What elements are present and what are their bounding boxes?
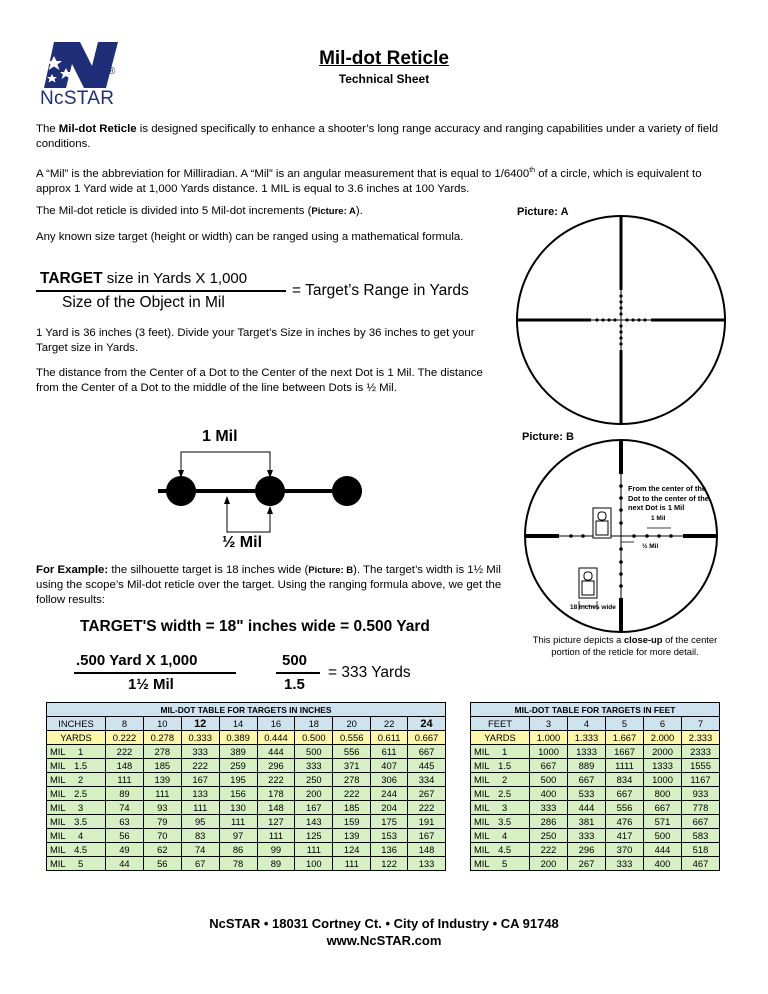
mil-label-cell [47, 801, 106, 815]
mil-value: 4 [78, 830, 84, 841]
value-cell: 667 [408, 745, 446, 759]
value-cell: 407 [371, 759, 408, 773]
calc2-fraction-line [276, 672, 320, 674]
mil-label: MIL [50, 802, 66, 813]
mil-label: MIL [50, 774, 66, 785]
one-mil-label: 1 Mil [202, 428, 238, 445]
mil-label-cell [471, 829, 530, 843]
value-cell: 371 [333, 759, 371, 773]
unit-cell: 6 [644, 717, 682, 731]
mil-label-cell [471, 843, 530, 857]
page-title: Mil-dot Reticle [319, 48, 449, 69]
value-cell: 79 [143, 815, 181, 829]
unit-cell: 12 [181, 717, 219, 731]
mil-value: 4 [502, 830, 508, 841]
value-cell: 1000 [644, 773, 682, 787]
value-cell: 444 [568, 801, 606, 815]
table-feet-yards-row [471, 731, 720, 745]
mil-dot-table-feet [470, 702, 720, 871]
table-row [47, 773, 446, 787]
mil-value: 3.5 [498, 816, 512, 827]
value-cell: 148 [257, 801, 295, 815]
value-cell: 267 [408, 787, 446, 801]
yards-cell: 0.500 [295, 731, 333, 745]
value-cell: 111 [219, 815, 257, 829]
unit-cell: 4 [568, 717, 606, 731]
unit-cell: 5 [606, 717, 644, 731]
mil-label-cell [471, 801, 530, 815]
yards-cell: 2.000 [644, 731, 682, 745]
unit-cell: 7 [682, 717, 720, 731]
table-row [47, 745, 446, 759]
mil-label-cell [47, 787, 106, 801]
value-cell: 200 [295, 787, 333, 801]
yards-cell: 0.333 [181, 731, 219, 745]
value-cell: 143 [295, 815, 333, 829]
value-cell: 133 [181, 787, 219, 801]
table-row [471, 843, 720, 857]
yards-cell: 0.222 [106, 731, 144, 745]
range-formula [36, 270, 516, 316]
value-cell: 83 [181, 829, 219, 843]
value-cell: 153 [371, 829, 408, 843]
mil-label: MIL [474, 746, 490, 757]
value-cell: 125 [295, 829, 333, 843]
table-row [47, 801, 446, 815]
value-cell: 800 [644, 787, 682, 801]
mil-label-cell [471, 759, 530, 773]
table-row [471, 801, 720, 815]
value-cell: 93 [143, 801, 181, 815]
mil-label: MIL [474, 774, 490, 785]
value-cell: 167 [295, 801, 333, 815]
yards-cell: 0.556 [333, 731, 371, 745]
value-cell: 74 [181, 843, 219, 857]
value-cell: 889 [568, 759, 606, 773]
value-cell: 185 [333, 801, 371, 815]
picture-b-label: Picture: B [522, 431, 574, 443]
calc-denominator: 1½ Mil [128, 676, 174, 693]
value-cell: 667 [682, 815, 720, 829]
table-row [47, 829, 446, 843]
value-cell: 1667 [606, 745, 644, 759]
intro-paragraph-4: Any known size target (height or width) can be ranged using a mathematical formula. [36, 231, 464, 243]
value-cell: 2333 [682, 745, 720, 759]
dot-distance-paragraph: The distance from the Center of a Dot to the Center of the next Dot is 1 Mil. The distance from the Center of a Dot to the middle of the line between Dots is ½ Mil. [36, 367, 483, 394]
table-inches-units-row [47, 717, 446, 731]
value-cell: 70 [143, 829, 181, 843]
unit-cell: 22 [371, 717, 408, 731]
value-cell: 111 [295, 843, 333, 857]
value-cell: 333 [181, 745, 219, 759]
mil-label: MIL [474, 858, 490, 869]
value-cell: 195 [219, 773, 257, 787]
value-cell: 556 [606, 801, 644, 815]
value-cell: 222 [408, 801, 446, 815]
value-cell: 444 [257, 745, 295, 759]
mil-dot-diagram [150, 420, 370, 560]
value-cell: 191 [408, 815, 446, 829]
mil-label-cell [47, 773, 106, 787]
calc2-denominator: 1.5 [284, 676, 305, 693]
calc-fraction-2 [276, 652, 446, 696]
value-cell: 1111 [606, 759, 644, 773]
value-cell: 111 [106, 773, 144, 787]
value-cell: 89 [106, 787, 144, 801]
units-label: FEET [471, 717, 530, 731]
mil-value: 1.5 [74, 760, 88, 771]
footer-website: www.NcSTAR.com [326, 933, 442, 948]
value-cell: 1555 [682, 759, 720, 773]
value-cell: 222 [181, 759, 219, 773]
picture-a-label: Picture: A [517, 206, 569, 218]
mil-value: 2.5 [498, 788, 512, 799]
value-cell: 267 [568, 857, 606, 871]
mil-label-cell [471, 745, 530, 759]
half-mil-label: ½ Mil [222, 534, 263, 551]
value-cell: 133 [408, 857, 446, 871]
value-cell: 175 [371, 815, 408, 829]
mil-dot-table-inches [46, 702, 446, 871]
mil-label: MIL [50, 760, 66, 771]
yards-cell: 1.667 [606, 731, 644, 745]
value-cell: 667 [606, 787, 644, 801]
picture-b-half-mil: ½ Mil [642, 543, 659, 550]
value-cell: 611 [371, 745, 408, 759]
mil-label-cell [471, 857, 530, 871]
unit-cell: 8 [106, 717, 144, 731]
picture-b-inches-label: 18 inches wide [570, 604, 616, 611]
value-cell: 67 [181, 857, 219, 871]
mil-label-cell [47, 815, 106, 829]
yards-cell: 0.389 [219, 731, 257, 745]
mil-label: MIL [50, 788, 66, 799]
mil-label: MIL [474, 844, 490, 855]
value-cell: 286 [530, 815, 568, 829]
value-cell: 834 [606, 773, 644, 787]
table-row [47, 787, 446, 801]
table-feet-title: MIL-DOT TABLE FOR TARGETS IN FEET [471, 703, 720, 717]
mil-value: 3.5 [74, 816, 88, 827]
value-cell: 333 [606, 857, 644, 871]
logo-brand-text: NcSTAR [40, 88, 115, 109]
table-inches-title: MIL-DOT TABLE FOR TARGETS IN INCHES [47, 703, 446, 717]
example-paragraph: For Example: the silhouette target is 18 inches wide (Picture: B). The target’s width is 1½ Mil using the scope’s Mil-dot reticle over the target. Using the ranging formula above, we get the follow results: [36, 564, 502, 606]
value-cell: 95 [181, 815, 219, 829]
mil-value: 2.5 [74, 788, 88, 799]
value-cell: 250 [530, 829, 568, 843]
calc-fraction-line [74, 672, 236, 674]
mil-value: 5 [78, 858, 84, 869]
value-cell: 500 [530, 773, 568, 787]
mil-label-cell [47, 759, 106, 773]
value-cell: 56 [106, 829, 144, 843]
table-row [471, 745, 720, 759]
unit-cell: 18 [295, 717, 333, 731]
value-cell: 74 [106, 801, 144, 815]
value-cell: 1000 [530, 745, 568, 759]
value-cell: 222 [257, 773, 295, 787]
yards-cell: 0.278 [143, 731, 181, 745]
yards-cell: 1.000 [530, 731, 568, 745]
intro-paragraph-1: The Mil-dot Reticle is designed specifically to enhance a shooter’s long range accuracy and ranging capabilities under a variety of field conditions. [36, 123, 719, 150]
mil-label: MIL [474, 802, 490, 813]
mil-value: 5 [502, 858, 508, 869]
value-cell: 111 [257, 829, 295, 843]
mil-label-cell [471, 787, 530, 801]
value-cell: 78 [219, 857, 257, 871]
value-cell: 200 [530, 857, 568, 871]
table-row [471, 787, 720, 801]
intro-paragraph-2: A “Mil” is the abbreviation for Milliradian. A “Mil” is an angular measurement that is equal to 1/6400th of a circle, which is equivalent to approx 1 Yard wide at 1,000 Yards distance. 1 MIL is equal to 3.6 inches at 100 Yards. [36, 167, 702, 195]
table-row [471, 815, 720, 829]
value-cell: 333 [530, 801, 568, 815]
value-cell: 296 [568, 843, 606, 857]
mil-label: MIL [50, 746, 66, 757]
value-cell: 476 [606, 815, 644, 829]
table-row [471, 773, 720, 787]
value-cell: 518 [682, 843, 720, 857]
value-cell: 278 [143, 745, 181, 759]
formula-denominator: Size of the Object in Mil [62, 294, 225, 311]
value-cell: 400 [644, 857, 682, 871]
table-row [47, 843, 446, 857]
value-cell: 86 [219, 843, 257, 857]
yards-label: YARDS [471, 731, 530, 745]
value-cell: 333 [295, 759, 333, 773]
mil-label: MIL [50, 830, 66, 841]
value-cell: 381 [568, 815, 606, 829]
formula-result: = Target’s Range in Yards [292, 282, 469, 299]
mil-label-cell [471, 815, 530, 829]
value-cell: 389 [219, 745, 257, 759]
value-cell: 178 [257, 787, 295, 801]
value-cell: 130 [219, 801, 257, 815]
mil-label: MIL [474, 788, 490, 799]
yards-cell: 1.333 [568, 731, 606, 745]
mil-label: MIL [474, 830, 490, 841]
value-cell: 778 [682, 801, 720, 815]
picture-a-reticle [515, 214, 727, 426]
value-cell: 250 [295, 773, 333, 787]
value-cell: 99 [257, 843, 295, 857]
picture-b-note: From the center of the Dot to the center of the next Dot is 1 Mil [628, 484, 709, 512]
value-cell: 136 [371, 843, 408, 857]
table-row [471, 829, 720, 843]
yards-cell: 0.611 [371, 731, 408, 745]
unit-cell: 20 [333, 717, 371, 731]
page-subtitle: Technical Sheet [338, 72, 430, 86]
value-cell: 148 [106, 759, 144, 773]
mil-label-cell [47, 843, 106, 857]
mil-value: 4.5 [74, 844, 88, 855]
value-cell: 467 [682, 857, 720, 871]
value-cell: 556 [333, 745, 371, 759]
calc2-numerator: 500 [282, 652, 308, 669]
yards-cell: 0.667 [408, 731, 446, 745]
calc-fraction-1 [74, 652, 244, 696]
value-cell: 222 [333, 787, 371, 801]
value-cell: 148 [408, 843, 446, 857]
footer-address: NcSTAR • 18031 Cortney Ct. • City of Industry • CA 91748 [209, 916, 559, 931]
value-cell: 56 [143, 857, 181, 871]
value-cell: 127 [257, 815, 295, 829]
mil-label: MIL [50, 844, 66, 855]
mil-label-cell [47, 857, 106, 871]
table-inches-yards-row [47, 731, 446, 745]
value-cell: 63 [106, 815, 144, 829]
mil-value: 4.5 [498, 844, 512, 855]
value-cell: 445 [408, 759, 446, 773]
table-row [47, 815, 446, 829]
value-cell: 222 [106, 745, 144, 759]
value-cell: 204 [371, 801, 408, 815]
value-cell: 167 [408, 829, 446, 843]
value-cell: 111 [333, 857, 371, 871]
table-row [47, 759, 446, 773]
value-cell: 500 [644, 829, 682, 843]
value-cell: 306 [371, 773, 408, 787]
value-cell: 124 [333, 843, 371, 857]
intro-paragraph-3: The Mil-dot reticle is divided into 5 Mil-dot increments (Picture: A). [36, 205, 363, 217]
value-cell: 159 [333, 815, 371, 829]
value-cell: 296 [257, 759, 295, 773]
mil-label-cell [471, 773, 530, 787]
picture-b-one-mil: 1 Mil [651, 515, 666, 522]
value-cell: 139 [143, 773, 181, 787]
yards-cell: 0.444 [257, 731, 295, 745]
mil-value: 1 [78, 746, 84, 757]
mil-label: MIL [474, 760, 490, 771]
value-cell: 44 [106, 857, 144, 871]
unit-cell: 14 [219, 717, 257, 731]
value-cell: 49 [106, 843, 144, 857]
value-cell: 334 [408, 773, 446, 787]
value-cell: 111 [181, 801, 219, 815]
value-cell: 583 [682, 829, 720, 843]
value-cell: 417 [606, 829, 644, 843]
table-row [471, 857, 720, 871]
table-row [47, 857, 446, 871]
picture-b-caption: This picture depicts a close-up of the center portion of the reticle for more detail. [532, 634, 718, 657]
yards-cell: 2.333 [682, 731, 720, 745]
value-cell: 259 [219, 759, 257, 773]
value-cell: 244 [371, 787, 408, 801]
value-cell: 278 [333, 773, 371, 787]
value-cell: 370 [606, 843, 644, 857]
value-cell: 185 [143, 759, 181, 773]
value-cell: 533 [568, 787, 606, 801]
value-cell: 97 [219, 829, 257, 843]
value-cell: 571 [644, 815, 682, 829]
value-cell: 1167 [682, 773, 720, 787]
units-label: INCHES [47, 717, 106, 731]
unit-cell: 3 [530, 717, 568, 731]
formula-fraction-line [36, 290, 286, 292]
unit-cell: 16 [257, 717, 295, 731]
mil-value: 1.5 [498, 760, 512, 771]
unit-cell: 24 [408, 717, 446, 731]
table-row [471, 759, 720, 773]
value-cell: 122 [371, 857, 408, 871]
mil-label: MIL [50, 816, 66, 827]
unit-cell: 10 [143, 717, 181, 731]
value-cell: 2000 [644, 745, 682, 759]
mil-label-cell [47, 745, 106, 759]
mil-value: 2 [502, 774, 508, 785]
calc-numerator: .500 Yard X 1,000 [76, 652, 198, 669]
mil-value: 3 [78, 802, 84, 813]
value-cell: 444 [644, 843, 682, 857]
registered-mark: ® [108, 66, 116, 77]
mil-label-cell [47, 829, 106, 843]
mil-value: 3 [502, 802, 508, 813]
value-cell: 100 [295, 857, 333, 871]
table-feet-units-row [471, 717, 720, 731]
value-cell: 333 [568, 829, 606, 843]
formula-numerator: TARGET size in Yards X 1,000 [40, 270, 248, 287]
value-cell: 500 [295, 745, 333, 759]
mil-value: 1 [502, 746, 508, 757]
value-cell: 222 [530, 843, 568, 857]
value-cell: 933 [682, 787, 720, 801]
value-cell: 667 [644, 801, 682, 815]
yard-paragraph: 1 Yard is 36 inches (3 feet). Divide your Target’s Size in inches by 36 inches to get your Target size in Yards. [36, 327, 475, 354]
value-cell: 1333 [568, 745, 606, 759]
yards-label: YARDS [47, 731, 106, 745]
value-cell: 167 [181, 773, 219, 787]
picture-b-reticle [515, 438, 727, 634]
mil-label: MIL [50, 858, 66, 869]
value-cell: 111 [143, 787, 181, 801]
value-cell: 667 [530, 759, 568, 773]
mil-value: 2 [78, 774, 84, 785]
value-cell: 667 [568, 773, 606, 787]
value-cell: 139 [333, 829, 371, 843]
value-cell: 1333 [644, 759, 682, 773]
target-width-line: TARGET'S width = 18" inches wide = 0.500 Yard [80, 618, 430, 635]
value-cell: 62 [143, 843, 181, 857]
value-cell: 156 [219, 787, 257, 801]
mil-label: MIL [474, 816, 490, 827]
calc2-result: = 333 Yards [328, 664, 411, 681]
value-cell: 89 [257, 857, 295, 871]
value-cell: 400 [530, 787, 568, 801]
